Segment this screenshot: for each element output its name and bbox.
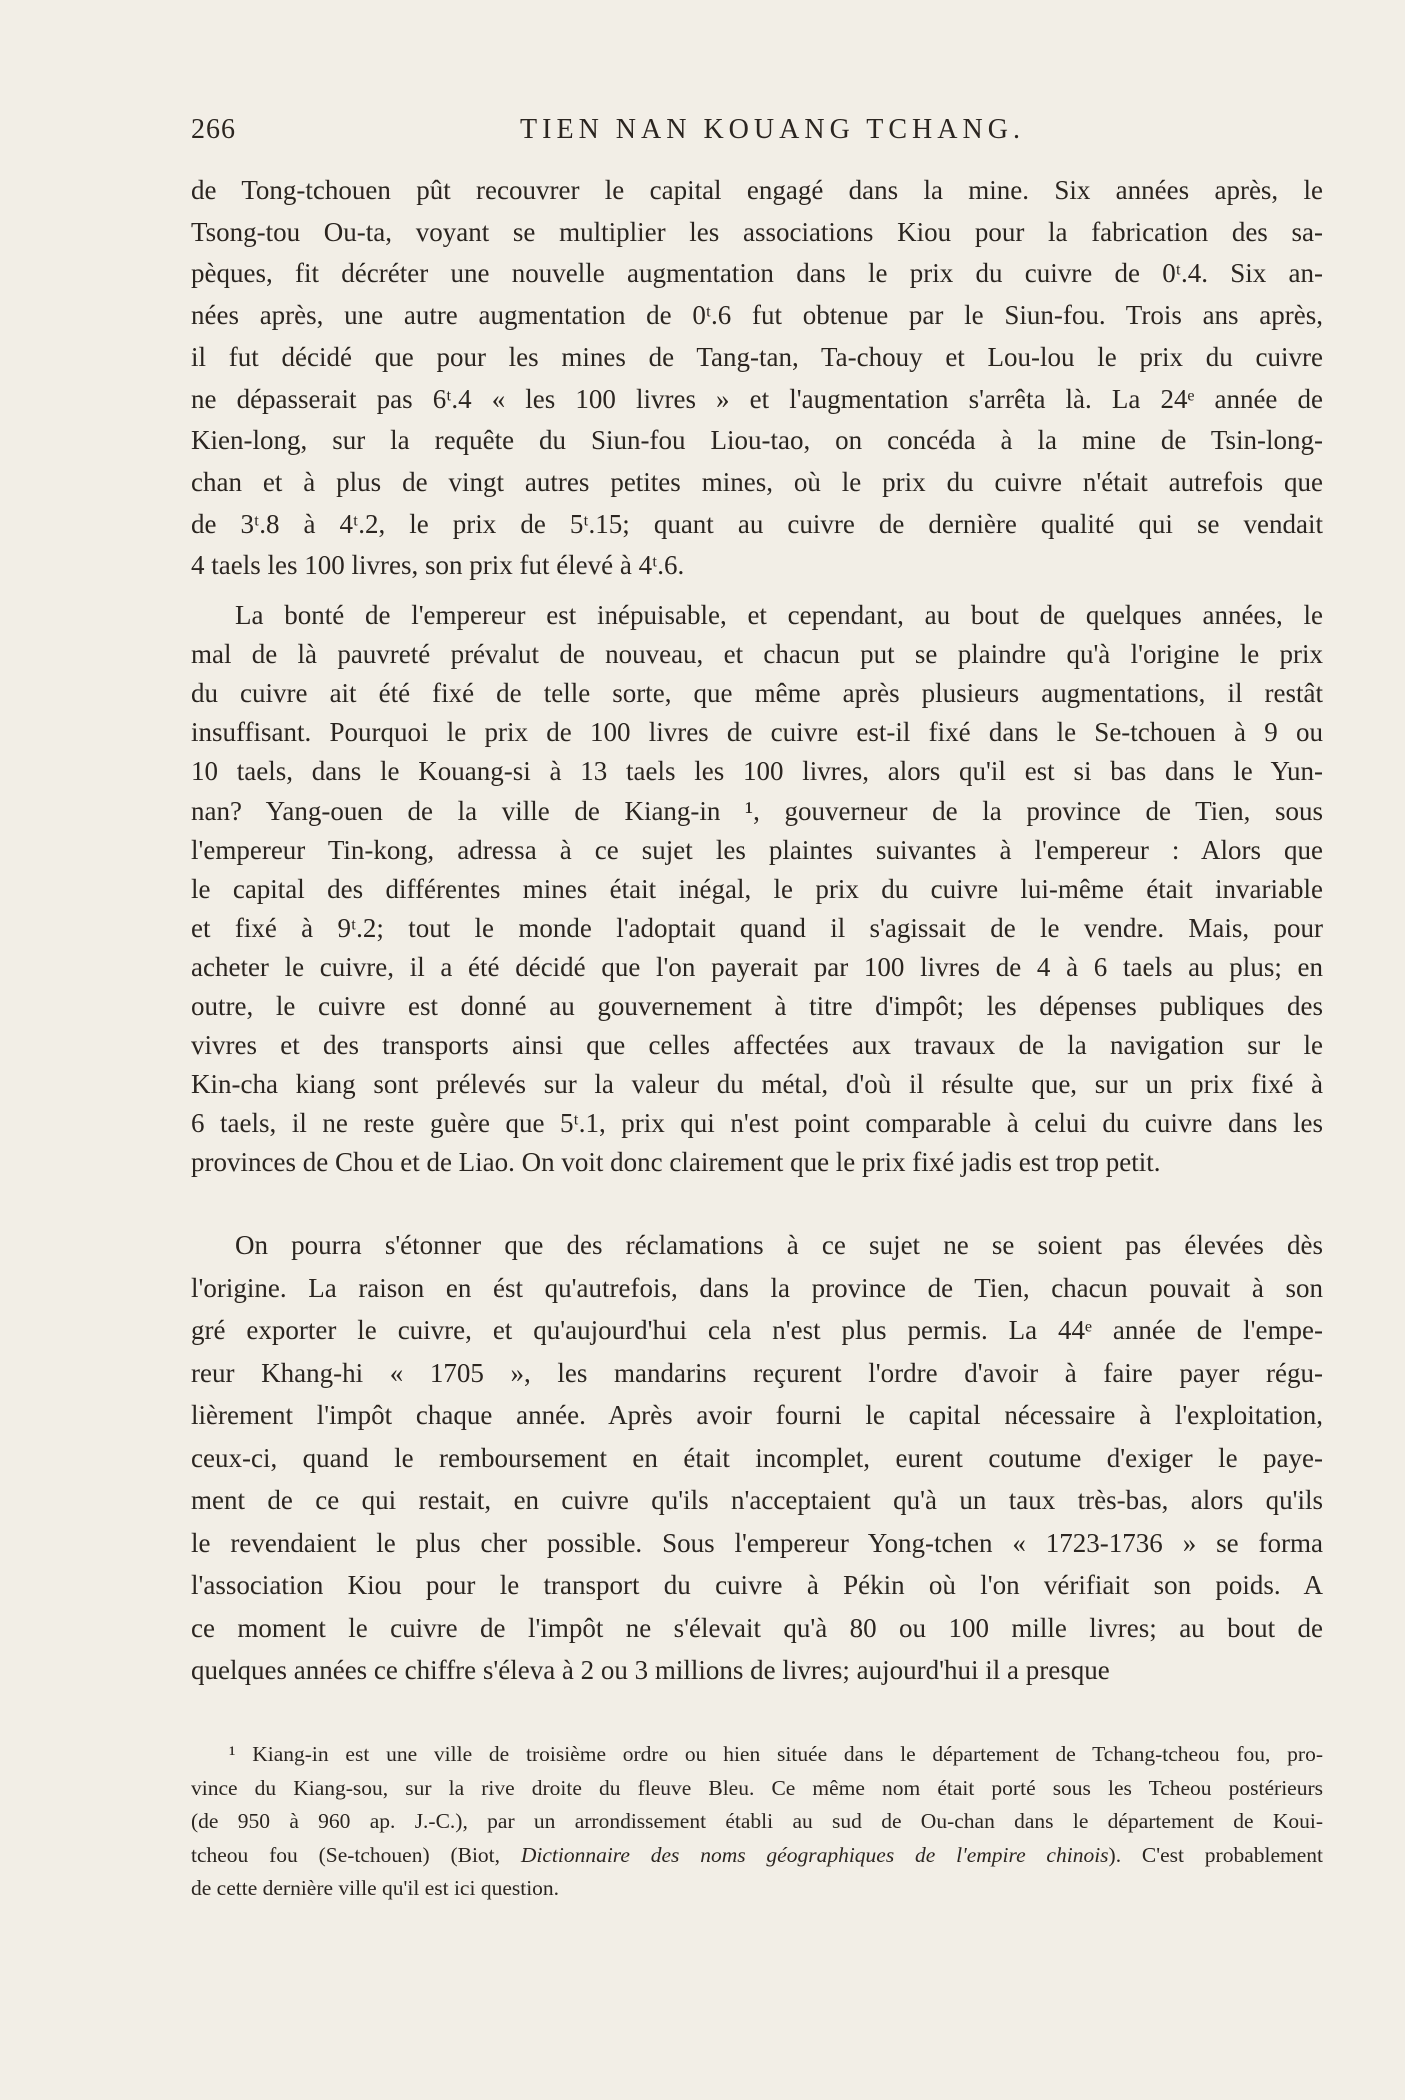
paragraph-1-line: Kien-long, sur la requête du Siun-fou Liou-tao, on concéda à la mine de Tsin-long- <box>191 425 1323 456</box>
paragraph-1-line: pèques, fit décréter une nouvelle augmentation dans le prix du cuivre de 0ᵗ.4. Six an- <box>191 258 1323 289</box>
paragraph-3-line: ment de ce qui restait, en cuivre qu'ils n'acceptaient qu'à un taux très-bas, alors qu'ils <box>191 1485 1323 1515</box>
footnote-text: tcheou fou (Se-tchouen) (Biot, <box>191 1842 521 1867</box>
paragraph-3-line: l'origine. La raison en ést qu'autrefois, dans la province de Tien, chacun pouvait à son <box>191 1272 1323 1303</box>
paragraph-3-line: lièrement l'impôt chaque année. Après avoir fourni le capital nécessaire à l'exploitation, <box>191 1400 1323 1430</box>
paragraph-2-line: 10 taels, dans le Kouang-si à 13 taels les 100 livres, alors qu'il est si bas dans le Yun- <box>191 756 1323 787</box>
paragraph-1-line: il fut décidé que pour les mines de Tang-tan, Ta-chouy et Lou-lou le prix du cuivre <box>191 341 1323 372</box>
paragraph-2-line: du cuivre ait été fixé de telle sorte, que même après plusieurs augmentations, il restât <box>191 678 1323 709</box>
paragraph-3-line: gré exporter le cuivre, et qu'aujourd'hui cela n'est plus permis. La 44ᵉ année de l'empe- <box>191 1315 1323 1345</box>
paragraph-3-line: reur Khang-hi « 1705 », les mandarins reçurent l'ordre d'avoir à faire payer régu- <box>191 1357 1323 1388</box>
paragraph-2-line: La bonté de l'empereur est inépuisable, et cependant, au bout de quelques années, le <box>235 600 1323 630</box>
paragraph-2-line: 6 taels, il ne reste guère que 5ᵗ.1, prix qui n'est point comparable à celui du cuivre dans les <box>191 1108 1323 1139</box>
paragraph-3-line: ce moment le cuivre de l'impôt ne s'élevait qu'à 80 ou 100 mille livres; au bout de <box>191 1612 1323 1643</box>
footnote-line: ¹ Kiang-in est une ville de troisième ordre ou hien située dans le département de Tchang-tcheou fou, pro- <box>229 1742 1323 1766</box>
paragraph-1-line: nées après, une autre augmentation de 0ᵗ.6 fut obtenue par le Siun-fou. Trois ans après, <box>191 300 1323 331</box>
footnote-line: (de 950 à 960 ap. J.-C.), par un arrondissement établi au sud de Ou-chan dans le département de Koui- <box>191 1809 1323 1833</box>
paragraph-2-line: mal de là pauvreté prévalut de nouveau, et chacun put se plaindre qu'à l'origine le prix <box>191 639 1323 670</box>
paragraph-3-line: quelques années ce chiffre s'éleva à 2 ou 3 millions de livres; aujourd'hui il a presque <box>191 1655 1110 1685</box>
paragraph-2-line: acheter le cuivre, il a été décidé que l'on payerait par 100 livres de 4 à 6 taels au plus; en <box>191 951 1323 982</box>
paragraph-2-line: et fixé à 9ᵗ.2; tout le monde l'adoptait quand il s'agissait de le vendre. Mais, pour <box>191 912 1323 943</box>
paragraph-3-line: le revendaient le plus cher possible. Sous l'empereur Yong-tchen « 1723-1736 » se forma <box>191 1527 1323 1558</box>
page-number: 266 <box>191 114 236 145</box>
paragraph-1-line: ne dépasserait pas 6ᵗ.4 « les 100 livres » et l'augmentation s'arrêta là. La 24ᵉ année de <box>191 383 1323 414</box>
paragraph-1-line: Tsong-tou Ou-ta, voyant se multiplier les associations Kiou pour la fabrication des sa- <box>191 216 1323 247</box>
paragraph-2-line: Kin-cha kiang sont prélevés sur la valeur du métal, d'où il résulte que, sur un prix fixé à <box>191 1069 1323 1100</box>
paragraph-2-line: outre, le cuivre est donné au gouvernement à titre d'impôt; les dépenses publiques des <box>191 991 1323 1021</box>
paragraph-1-line: 4 taels les 100 livres, son prix fut élevé à 4ᵗ.6. <box>191 550 685 581</box>
paragraph-3-line: ceux-ci, quand le remboursement en était incomplet, eurent coutume d'exiger le paye- <box>191 1442 1323 1473</box>
paragraph-2-line: vivres et des transports ainsi que celles affectées aux travaux de la navigation sur le <box>191 1030 1323 1061</box>
paragraph-3-line: On pourra s'étonner que des réclamations à ce sujet ne se soient pas élevées dès <box>235 1230 1323 1260</box>
paragraph-2-line: insuffisant. Pourquoi le prix de 100 livres de cuivre est-il fixé dans le Se-tchouen à 9 ou <box>191 717 1323 748</box>
citation-title: Dictionnaire des noms géographiques de l'empire chinois <box>520 1842 1109 1867</box>
running-title: TIEN NAN KOUANG TCHANG. <box>520 114 1025 145</box>
paragraph-2-line: nan? Yang-ouen de la ville de Kiang-in ¹, gouverneur de la province de Tien, sous <box>191 795 1323 826</box>
footnote-text: ). C'est probablement <box>1108 1842 1323 1867</box>
paragraph-3-line: l'association Kiou pour le transport du cuivre à Pékin où l'on vérifiait son poids. A <box>191 1570 1323 1600</box>
paragraph-2-line: le capital des différentes mines était inégal, le prix du cuivre lui-même était invariable <box>191 873 1323 904</box>
footnote-line: de cette dernière ville qu'il est ici question. <box>191 1876 560 1900</box>
footnote-citation-line <box>191 1841 1323 1869</box>
footnote-line: vince du Kiang-sou, sur la rive droite du fleuve Bleu. Ce même nom était porté sous les Tcheou postérieurs <box>191 1775 1323 1800</box>
paragraph-2-line: l'empereur Tin-kong, adressa à ce sujet les plaintes suivantes à l'empereur : Alors que <box>191 834 1323 865</box>
paragraph-1-line: de Tong-tchouen pût recouvrer le capital engagé dans la mine. Six années après, le <box>191 175 1323 205</box>
paragraph-2-line: provinces de Chou et de Liao. On voit donc clairement que le prix fixé jadis est trop petit. <box>191 1147 1161 1178</box>
paragraph-1-line: de 3ᵗ.8 à 4ᵗ.2, le prix de 5ᵗ.15; quant au cuivre de dernière qualité qui se vendait <box>191 508 1323 539</box>
paragraph-1-line: chan et à plus de vingt autres petites mines, où le prix du cuivre n'était autrefois que <box>191 466 1323 497</box>
